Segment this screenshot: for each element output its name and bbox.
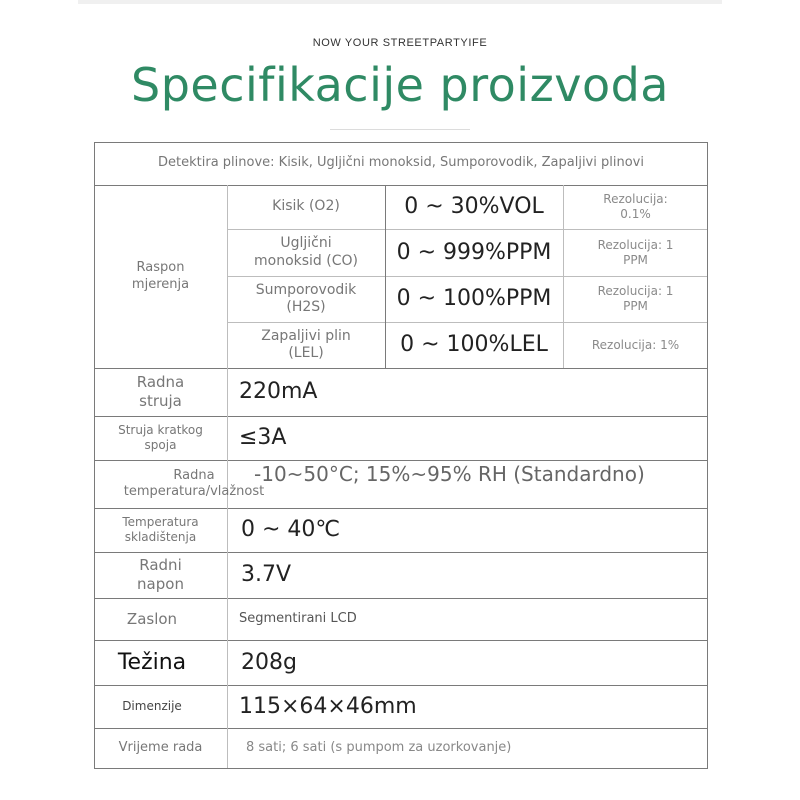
brand-text: NOW YOUR STREETPARTYIFE (312, 37, 488, 49)
range-value-co: 0 ~ 999%PPM (396, 239, 552, 265)
range-value-h2s: 0 ~ 100%PPM (396, 286, 552, 312)
spec-value-storage-temp: 0 ~ 40℃ (241, 517, 341, 543)
spec-label-operating-temp: Radna temperatura/vlažnost (123, 467, 265, 499)
range-label: Raspon mjerenja (131, 260, 190, 292)
resolution-co: Rezolucija: 1 PPM (597, 237, 674, 267)
resolution-lel: Rezolucija: 1% (591, 337, 680, 352)
gas-name-o2: Kisik (O2) (272, 198, 340, 215)
spec-value-short-circuit: ≤3A (239, 425, 287, 451)
spec-label-dimensions: Dimenzije (122, 699, 182, 713)
gas-name-co: Ugljični monoksid (CO) (254, 235, 358, 269)
spec-value-dimensions: 115×64×46mm (239, 693, 417, 719)
spec-label-weight: Težina (117, 649, 187, 675)
spec-label-display: Zaslon (126, 609, 178, 628)
detected-gases-text: Detektira plinove: Kisik, Ugljični monoksid, Sumporovodik, Zapaljivi plinovi (158, 155, 644, 171)
spec-value-runtime: 8 sati; 6 sati (s pumpom za uzorkovanje) (246, 739, 512, 755)
spec-label-storage-temp: Temperatura skladištenja (122, 515, 199, 544)
range-value-o2: 0 ~ 30%VOL (404, 194, 544, 220)
gas-name-h2s: Sumporovodik (H2S) (255, 281, 357, 315)
resolution-o2: Rezolucija: 0.1% (603, 192, 668, 221)
title-underline (330, 129, 470, 130)
spec-value-display: Segmentirani LCD (239, 610, 357, 626)
spec-value-current: 220mA (239, 379, 318, 405)
spec-label-voltage: Radni napon (137, 556, 184, 593)
spec-table (94, 142, 708, 769)
spec-label-runtime: Vrijeme rada (118, 739, 203, 755)
gas-name-lel: Zapaljivi plin (LEL) (261, 327, 351, 361)
spec-value-operating-temp: -10~50°C; 15%~95% RH (Standardno) (254, 461, 645, 486)
spec-label-short-circuit: Struja kratkog spoja (118, 423, 203, 452)
spec-value-weight: 208g (241, 649, 297, 675)
top-divider (78, 0, 722, 4)
resolution-h2s: Rezolucija: 1 PPM (597, 284, 674, 313)
spec-value-voltage: 3.7V (241, 562, 292, 588)
page-title: Specifikacije proizvoda (131, 58, 669, 112)
spec-label-current: Radna struja (136, 373, 185, 410)
range-value-lel: 0 ~ 100%LEL (400, 332, 548, 358)
